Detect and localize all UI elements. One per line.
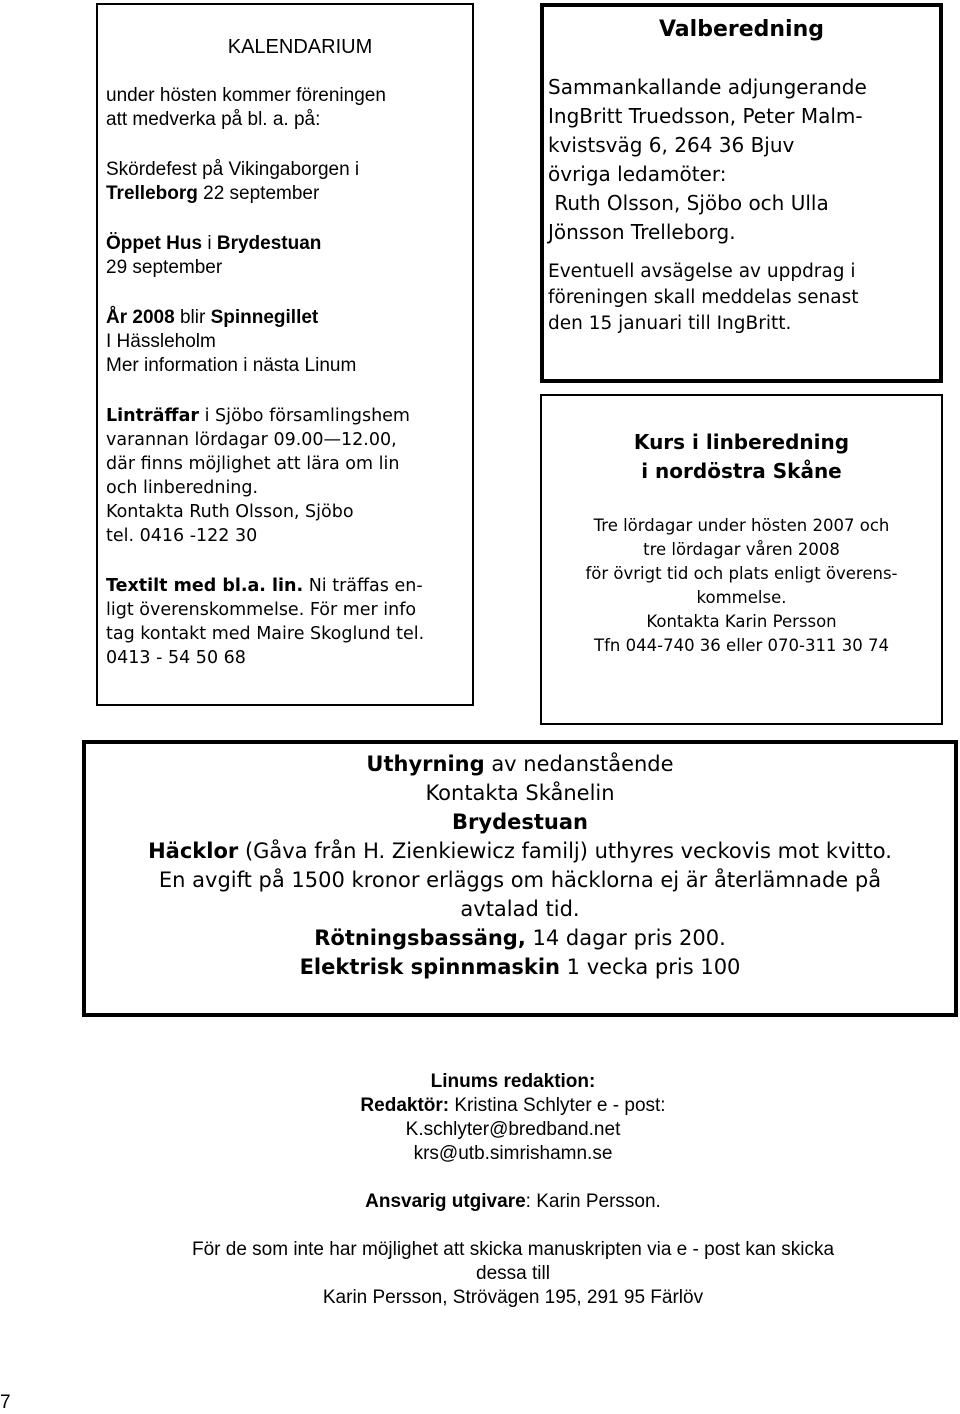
uthyrning-box <box>82 740 958 1017</box>
textilt-line-3: tag kontakt med Maire Skoglund tel. <box>106 624 425 644</box>
kurs-line-2: tre lördagar våren 2008 <box>643 540 840 559</box>
textilt-text-1: Ni träffas en- <box>303 576 423 596</box>
redaktion-email-2: krs@utb.simrishamn.se <box>413 1143 613 1164</box>
hacklor-text: (Gåva från H. Zienkiewicz familj) uthyres veckovis mot kvitto. <box>238 839 892 863</box>
oppet-hus-label: Öppet Hus <box>106 233 203 254</box>
lintraffar-place: i Sjöbo församlingshem <box>199 406 410 426</box>
uthyrning-rotning <box>86 924 954 953</box>
redaktor-text: Kristina Schlyter e - post: <box>449 1095 666 1116</box>
lintraffar-line-4: och linberedning. <box>106 478 259 498</box>
valberedning-line-3: kvistsväg 6, 264 36 Bjuv <box>548 133 795 157</box>
valberedning-note-1: Eventuell avsägelse av uppdrag i <box>548 261 856 282</box>
redaktor-line <box>90 1094 936 1118</box>
page-number: 7 <box>0 1392 11 1413</box>
valberedning-note-3: den 15 januari till IngBritt. <box>548 313 792 334</box>
redaktion-info-2: dessa till <box>476 1263 550 1284</box>
textilt-line-4: 0413 - 54 50 68 <box>106 648 246 668</box>
rotning-text: 14 dagar pris 200. <box>525 926 726 950</box>
rotning-label: Rötningsbassäng, <box>314 926 526 950</box>
uthyrning-elektrisk <box>86 953 954 982</box>
kurs-title-1: Kurs i linberedning <box>633 430 850 454</box>
valberedning-line-2: IngBritt Truedsson, Peter Malm- <box>548 104 863 128</box>
redaktion-info-3: Karin Persson, Strövägen 195, 291 95 Färlöv <box>322 1287 704 1308</box>
kalendarium-intro-1: under hösten kommer föreningen <box>106 85 386 106</box>
redaktion-title: Linums redaktion: <box>430 1071 596 1092</box>
lintraffar-label: Linträffar <box>106 406 200 426</box>
year-line-1 <box>106 306 472 330</box>
year-name: Spinnegillet <box>210 307 319 328</box>
kurs-line-5: Kontakta Karin Persson <box>646 612 837 631</box>
year-line-2: I Hässleholm <box>106 331 216 352</box>
uthyrning-title <box>86 750 954 779</box>
uthyrning-contact: Kontakta Skånelin <box>425 781 615 805</box>
year-label: År 2008 <box>106 307 175 328</box>
lintraffar-line-5: Kontakta Ruth Olsson, Sjöbo <box>106 502 354 522</box>
elektrisk-text: 1 vecka pris 100 <box>559 955 741 979</box>
lintraffar-line-3: där finns möjlighet att lära om lin <box>106 454 400 474</box>
uthyrning-title-bold: Uthyrning <box>366 752 485 776</box>
uthyrning-title-rest: av nedanstående <box>484 752 674 776</box>
kurs-line-4: kommelse. <box>696 588 787 607</box>
textilt-line-2: ligt överenskommelse. För mer info <box>106 600 417 620</box>
uthyrning-avgift: En avgift på 1500 kronor erläggs om häcklorna ej är återlämnade på <box>158 868 882 892</box>
kalendarium-box <box>96 3 474 706</box>
skordefest-line-2 <box>106 182 472 206</box>
lintraffar-line-6: tel. 0416 -122 30 <box>106 526 258 546</box>
year-text: blir <box>174 307 211 328</box>
redaktion-section <box>90 1070 936 1310</box>
uthyrning-hacklor <box>86 837 954 866</box>
kalendarium-title: KALENDARIUM <box>227 36 373 58</box>
kalendarium-intro-2: att medverka på bl. a. på: <box>106 109 321 130</box>
uthyrning-brydestuan: Brydestuan <box>452 810 588 834</box>
textilt-line-1 <box>106 574 472 598</box>
kurs-line-1: Tre lördagar under hösten 2007 och <box>593 516 890 535</box>
valberedning-title: Valberedning <box>658 17 824 42</box>
valberedning-line-4: övriga ledamöter: <box>548 162 727 186</box>
skordefest-date: 22 september <box>197 183 320 204</box>
kurs-line-3: för övrigt tid och plats enligt överens- <box>585 564 898 583</box>
valberedning-box <box>540 3 943 383</box>
lintraffar-line-2: varannan lördagar 09.00—12.00, <box>106 430 397 450</box>
oppet-hus-date: 29 september <box>106 257 223 278</box>
textilt-label: Textilt med bl.a. lin. <box>106 576 304 596</box>
utgivare-line <box>90 1190 936 1214</box>
utgivare-label: Ansvarig utgivare <box>365 1191 526 1212</box>
oppet-hus-in: i <box>202 233 217 254</box>
elektrisk-label: Elektrisk spinnmaskin <box>299 955 560 979</box>
valberedning-line-1: Sammankallande adjungerande <box>548 75 867 99</box>
oppet-hus-place: Brydestuan <box>216 233 322 254</box>
kurs-line-6: Tfn 044-740 36 eller 070-311 30 74 <box>594 636 889 655</box>
uthyrning-avtalad: avtalad tid. <box>460 897 580 921</box>
skordefest-line-1: Skördefest på Vikingaborgen i <box>106 159 360 180</box>
oppet-hus-line <box>106 232 472 256</box>
valberedning-line-5: Ruth Olsson, Sjöbo och Ulla <box>548 191 829 215</box>
redaktion-info-1: För de som inte har möjlighet att skicka manuskripten via e - post kan skicka <box>191 1239 835 1260</box>
kurs-title-2: i nordöstra Skåne <box>641 459 842 483</box>
valberedning-note-2: föreningen skall meddelas senast <box>548 287 859 308</box>
year-line-3: Mer information i nästa Linum <box>106 355 357 376</box>
utgivare-text: : Karin Persson. <box>525 1191 661 1212</box>
redaktor-label: Redaktör: <box>360 1095 450 1116</box>
redaktion-email-1: K.schlyter@bredband.net <box>405 1119 621 1140</box>
kurs-box <box>540 394 943 725</box>
valberedning-line-6: Jönsson Trelleborg. <box>548 220 736 244</box>
lintraffar-line-1 <box>106 404 472 428</box>
hacklor-label: Häcklor <box>148 839 239 863</box>
skordefest-place: Trelleborg <box>106 183 198 204</box>
